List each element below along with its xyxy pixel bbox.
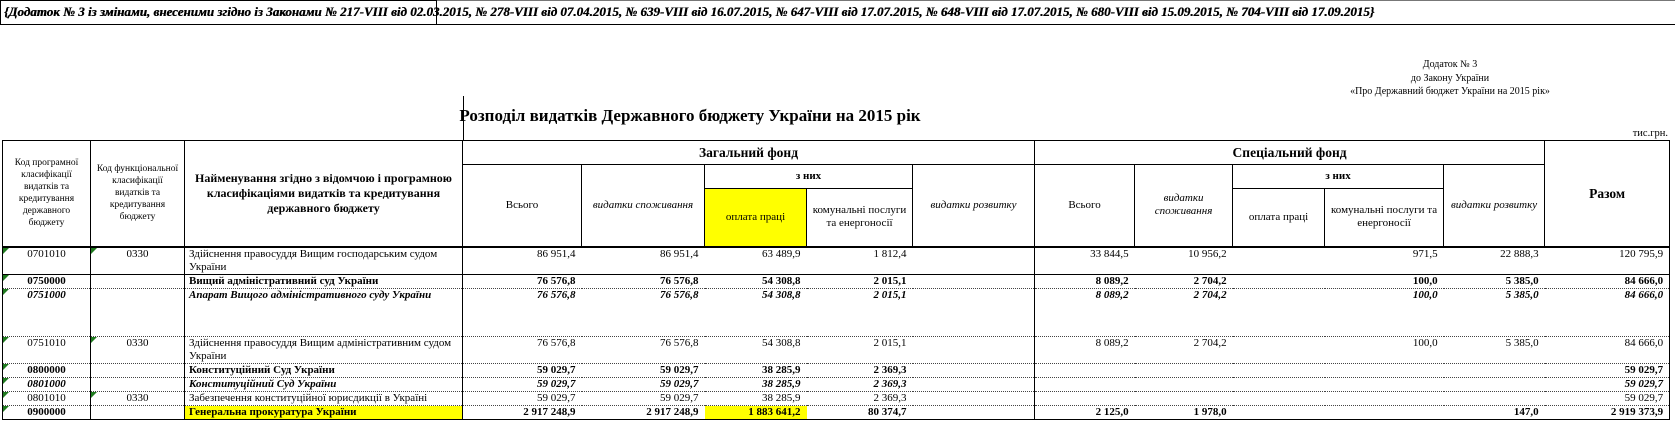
cell-gf_cons: 59 029,7 [582,391,705,405]
cell-total: 59 029,7 [1545,363,1670,377]
header-gf-salary: оплата праці [705,189,807,247]
cell-gf_dev [913,336,1035,363]
cell-gf_sal: 54 308,8 [705,274,807,288]
cell-gf_util: 1 812,4 [807,247,913,275]
header-grand-total: Разом [1545,141,1670,247]
cell-sf_dev: 147,0 [1444,405,1545,419]
cell-sf_dev [1444,377,1545,391]
error-indicator-icon [91,248,97,254]
cell-code: 0701010 [3,247,91,275]
header-gf-utilities: комунальні послуги та енергоносії [807,189,913,247]
cell-gf_sal: 38 285,9 [705,377,807,391]
cell-gf_sal: 54 308,8 [705,336,807,363]
cell-sf_util [1325,363,1444,377]
amendment-note: {Додаток № 3 із змінами, внесеними згідно із Законами № 217-VIII від 02.03.2015, № 278-VIII від 07.04.2015, № 639-VIII від 16.07.2015, № 647-VIII від 17.07.2015, № 648-VIII від 17.07.2015, № 680-VIII від 15.09.2015, № 704-VIII від 17.09.2015} [4,4,1375,19]
header-gf-total: Всього [463,165,582,247]
cell-sf_cons [1135,377,1233,391]
cell-sf_cons: 2 704,2 [1135,274,1233,288]
cell-gf_cons: 76 576,8 [582,336,705,363]
appendix-line-3: «Про Державний бюджет України на 2015 рік» [1350,86,1550,97]
cell-total: 59 029,7 [1545,377,1670,391]
appendix-reference-block [1230,58,1670,99]
cell-name: Конституційний Суд України [185,363,463,377]
cell-gf_dev [913,274,1035,288]
cell-code: 0900000 [3,405,91,419]
cell-sf_total: 8 089,2 [1035,336,1135,363]
header-sf-utilities: комунальні послуги та енергоносії [1325,189,1444,247]
cell-name: Конституційний Суд України [185,377,463,391]
cell-gf_total: 76 576,8 [463,336,582,363]
cell-gf_cons: 2 917 248,9 [582,405,705,419]
header-name: Найменування згідно з відомчою і програмною класифікаціями видатків та кредитування державного бюджету [185,141,463,247]
header-gf-of-which: з них [705,165,913,189]
cell-total: 2 919 373,9 [1545,405,1670,419]
table-row [3,377,1670,391]
cell-sf_total [1035,391,1135,405]
header-special-fund: Спеціальний фонд [1035,141,1545,165]
cell-fcode [91,363,185,377]
error-indicator-icon [3,289,9,295]
cell-gf_total: 59 029,7 [463,391,582,405]
budget-table-body [3,247,1670,420]
error-indicator-icon [91,337,97,343]
cell-fcode: 0330 [91,391,185,405]
table-row [3,274,1670,288]
cell-gf_util: 2 015,1 [807,274,913,288]
table-row [3,363,1670,377]
appendix-line-2: до Закону України [1410,72,1490,84]
cell-gf_util: 2 015,1 [807,288,913,336]
cell-sf_sal [1233,247,1325,275]
cell-sf_util [1325,377,1444,391]
cell-sf_sal [1233,363,1325,377]
amendment-row-bottom-border [437,24,1675,25]
header-sf-consumption: видатки споживання [1135,165,1233,247]
cell-sf_total: 8 089,2 [1035,288,1135,336]
cell-gf_util: 80 374,7 [807,405,913,419]
header-general-fund: Загальний фонд [463,141,1035,165]
header-sf-of-which: з них [1233,165,1444,189]
cell-sf_util: 971,5 [1325,247,1444,275]
error-indicator-icon [3,378,9,384]
table-row [3,391,1670,405]
cell-code: 0751000 [3,288,91,336]
cell-name: Здійснення правосуддя Вищим господарським судом України [185,247,463,275]
cell-sf_util: 100,0 [1325,274,1444,288]
cell-gf_util: 2 015,1 [807,336,913,363]
cell-gf_cons: 76 576,8 [582,288,705,336]
cell-sf_dev [1444,363,1545,377]
cell-total: 59 029,7 [1545,391,1670,405]
error-indicator-icon [3,364,9,370]
cell-sf_util: 100,0 [1325,336,1444,363]
header-code-program: Код програмної класифікації видатків та кредитування державного бюджету [3,141,91,247]
table-row [3,247,1670,275]
cell-gf_util: 2 369,3 [807,391,913,405]
cell-sf_total: 8 089,2 [1035,274,1135,288]
cell-sf_cons [1135,391,1233,405]
cell-gf_total: 2 917 248,9 [463,405,582,419]
error-indicator-icon [3,392,9,398]
cell-name: Генеральна прокуратура України [185,405,463,419]
budget-table [2,140,1670,420]
cell-sf_total: 33 844,5 [1035,247,1135,275]
cell-gf_cons: 76 576,8 [582,274,705,288]
error-indicator-icon [3,337,9,343]
cell-gf_dev [913,377,1035,391]
cell-gf_dev [913,247,1035,275]
table-header [3,141,1670,247]
cell-sf_dev: 5 385,0 [1444,288,1545,336]
cell-name: Вищий адміністративний суд України [185,274,463,288]
cell-code: 0801010 [3,391,91,405]
cell-sf_cons: 2 704,2 [1135,336,1233,363]
cell-gf_total: 59 029,7 [463,377,582,391]
cell-total: 84 666,0 [1545,336,1670,363]
cell-fcode [91,405,185,419]
cell-gf_dev [913,363,1035,377]
cell-gf_total: 76 576,8 [463,288,582,336]
cell-sf_sal [1233,336,1325,363]
cell-name: Забезпечення конституційної юрисдикції в Україні [185,391,463,405]
cell-fcode: 0330 [91,247,185,275]
cell-name: Здійснення правосуддя Вищим адміністративним судом України [185,336,463,363]
header-sf-salary: оплата праці [1233,189,1325,247]
cell-sf_dev: 5 385,0 [1444,336,1545,363]
error-indicator-icon [3,248,9,254]
cell-total: 120 795,9 [1545,247,1670,275]
header-gf-consumption: видатки споживання [582,165,705,247]
error-indicator-icon [91,392,97,398]
header-sf-development: видатки розвитку [1444,165,1545,247]
cell-gf_sal: 54 308,8 [705,288,807,336]
cell-sf_sal [1233,377,1325,391]
cell-sf_util [1325,391,1444,405]
cell-sf_cons: 10 956,2 [1135,247,1233,275]
cell-gf_sal: 38 285,9 [705,363,807,377]
table-row [3,288,1670,336]
cell-sf_cons: 1 978,0 [1135,405,1233,419]
cell-gf_dev [913,288,1035,336]
cell-sf_total [1035,363,1135,377]
cell-sf_total [1035,377,1135,391]
cell-gf_util: 2 369,3 [807,363,913,377]
cell-gf_dev [913,391,1035,405]
header-gf-development: видатки розвитку [913,165,1035,247]
cell-sf_cons: 2 704,2 [1135,288,1233,336]
cell-sf_util: 100,0 [1325,288,1444,336]
units-label: тис.грн. [1632,128,1668,139]
cell-gf_sal: 63 489,9 [705,247,807,275]
cell-sf_sal [1233,288,1325,336]
cell-gf_cons: 59 029,7 [582,377,705,391]
cell-sf_cons [1135,363,1233,377]
cell-gf_dev [913,405,1035,419]
cell-sf_sal [1233,391,1325,405]
cell-gf_total: 59 029,7 [463,363,582,377]
cell-gf_total: 76 576,8 [463,274,582,288]
table-row [3,336,1670,363]
header-code-functional: Код функціональної класифікації видатків та кредитування бюджету [91,141,185,247]
cell-sf_sal [1233,274,1325,288]
cell-sf_sal [1233,405,1325,419]
cell-code: 0751010 [3,336,91,363]
cell-sf_total: 2 125,0 [1035,405,1135,419]
cell-gf_total: 86 951,4 [463,247,582,275]
cell-fcode [91,274,185,288]
table-row [3,405,1670,419]
cell-gf_util: 2 369,3 [807,377,913,391]
cell-gf_cons: 86 951,4 [582,247,705,275]
cell-sf_dev: 22 888,3 [1444,247,1545,275]
cell-sf_util [1325,405,1444,419]
page-title: Розподіл видатків Державного бюджету України на 2015 рік [459,106,921,125]
cell-sf_dev [1444,391,1545,405]
cell-fcode: 0330 [91,336,185,363]
appendix-line-1: Додаток № 3 [1422,59,1478,70]
cell-total: 84 666,0 [1545,288,1670,336]
cell-code: 0801000 [3,377,91,391]
cell-gf_sal: 38 285,9 [705,391,807,405]
cell-gf_sal: 1 883 641,2 [705,405,807,419]
cell-fcode [91,377,185,391]
cell-total: 84 666,0 [1545,274,1670,288]
cell-name: Апарат Вищого адміністративного суду України [185,288,463,336]
cell-gf_cons: 59 029,7 [582,363,705,377]
header-sf-total: Всього [1035,165,1135,247]
error-indicator-icon [3,406,9,412]
cell-sf_dev: 5 385,0 [1444,274,1545,288]
cell-fcode [91,288,185,336]
cell-code: 0800000 [3,363,91,377]
cell-code: 0750000 [3,274,91,288]
error-indicator-icon [3,275,9,281]
